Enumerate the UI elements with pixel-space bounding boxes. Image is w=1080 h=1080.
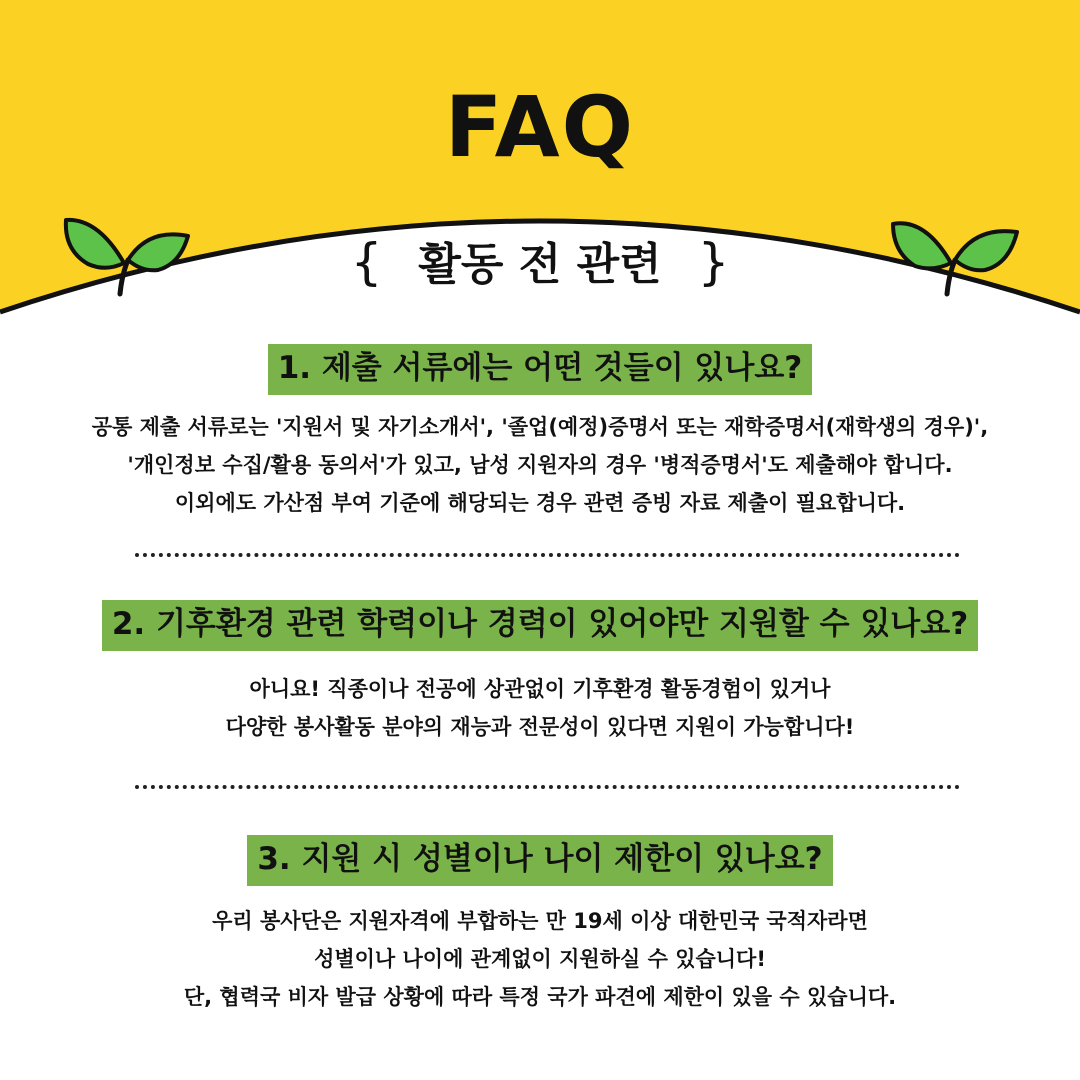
faq-question: 2. 기후환경 관련 학력이나 경력이 있어야만 지원할 수 있나요? xyxy=(102,600,978,651)
dotted-divider xyxy=(135,785,960,789)
dotted-divider xyxy=(135,553,960,557)
answer-line: 이외에도 가산점 부여 기준에 해당되는 경우 관련 증빙 자료 제출이 필요합니다. xyxy=(174,491,906,515)
page-title: FAQ xyxy=(444,78,636,176)
answer-line: 다양한 봉사활동 분야의 재능과 전문성이 있다면 지원이 가능합니다! xyxy=(225,715,855,739)
answer-line: 아니요! 직종이나 전공에 상관없이 기후환경 활동경험이 있거나 xyxy=(249,677,831,701)
section-title-text: 활동 전 관련 xyxy=(418,239,662,290)
section-title xyxy=(0,228,1080,292)
faq-question: 3. 지원 시 성별이나 나이 제한이 있나요? xyxy=(247,835,832,886)
faq-item-2 xyxy=(0,600,1080,651)
answer-line: 단, 협력국 비자 발급 상황에 따라 특정 국가 파견에 제한이 있을 수 있습니다. xyxy=(183,985,897,1009)
answer-line: '개인정보 수집/활용 동의서'가 있고, 남성 지원자의 경우 '병적증명서'도 제출해야 합니다. xyxy=(127,453,953,477)
faq-answer xyxy=(0,902,1080,1016)
faq-answer xyxy=(0,670,1080,746)
faq-answer xyxy=(0,408,1080,522)
faq-question: 1. 제출 서류에는 어떤 것들이 있나요? xyxy=(268,344,813,395)
answer-line: 우리 봉사단은 지원자격에 부합하는 만 19세 이상 대한민국 국적자라면 xyxy=(212,909,868,933)
brace-open: { xyxy=(350,233,383,291)
faq-item-1 xyxy=(0,344,1080,395)
brace-close: } xyxy=(697,233,730,291)
answer-line: 성별이나 나이에 관계없이 지원하실 수 있습니다! xyxy=(314,947,766,971)
answer-line: 공통 제출 서류로는 '지원서 및 자기소개서', '졸업(예정)증명서 또는 재학증명서(재학생의 경우)', xyxy=(91,415,989,439)
faq-item-3 xyxy=(0,835,1080,886)
